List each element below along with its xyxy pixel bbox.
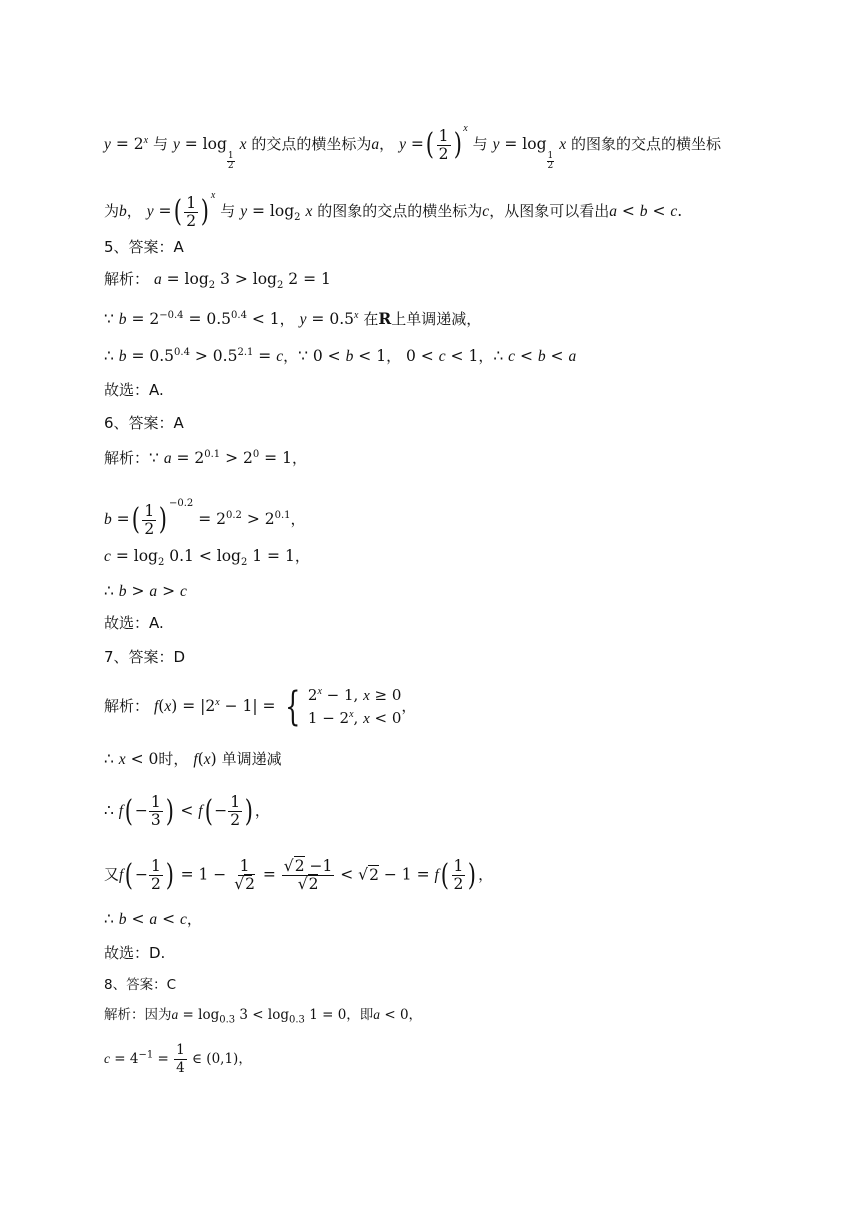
- q5-answer: 5、答案：A: [104, 238, 184, 256]
- text-line-2: 为b， y =( $\frac{1}{2}$ ) $^x$ 与 $y = \log_2 x$ 的图象的交点的横坐标为c，从图象可以看出a < b < c.: [104, 190, 683, 230]
- q6-conclusion: ∴ b > a > c: [104, 582, 187, 600]
- q7-conclusion: ∴ b < a < c，: [104, 910, 202, 928]
- q7-step-3: 又f( − $\frac{1}{2}$ ) = 1 − $\frac{1}{√2}$ = $\frac{√2 -1}{√2}$ < √2 − 1 = f( $\frac{1}{2}$ ) ，: [104, 857, 494, 893]
- q6-step-b: b =( $\frac{1}{2}$ ) $^{-0.2} = 2^{0.2} > 2^{0.1}$，: [104, 498, 306, 538]
- q6-step-c: $c = \log_2 0.1 < \log_2 1 = 1$，: [104, 547, 310, 569]
- q5-analysis: 解析： $a = \log_2 3 > \log_2 2 = 1$: [104, 270, 331, 292]
- q5-choice: 故选：A.: [104, 381, 164, 399]
- q7-answer: 7、答案：D: [104, 648, 186, 666]
- q5-step-1: ∵ $b = 2^{-0.4} = 0.5^{0.4} < 1$， $y = 0.5^x$ 在R上单调递减，: [104, 309, 482, 328]
- q6-choice: 故选：A.: [104, 614, 164, 632]
- q7-analysis: 解析： $f(x) = |2^x - 1|$ = { $2^x - 1$, x ≥ 0 $1 - 2^x$, x < 0 ，: [104, 684, 417, 730]
- q5-step-2: ∴ $b = 0.5^{0.4} > 0.5^{2.1} = c$，∵ 0 < b < 1， 0 < c < 1，∴ c < b < a: [104, 346, 577, 365]
- q7-step-2: ∴ f( − $\frac{1}{3}$ ) < f( − $\frac{1}{2}$ ) ，: [104, 793, 270, 829]
- q7-choice: 故选：D.: [104, 944, 166, 962]
- text-line-1: $y = 2^x$ 与 y = log $\frac{1}{2}$ x 的交点的横坐标为a， y =( $\frac{1}{2}$ ) $^x$ 与 y = log $\frac{1}{2}$ x 的图象的交点的横坐标: [104, 123, 722, 171]
- q6-answer: 6、答案：A: [104, 414, 184, 432]
- q8-step-c: $c = 4^{-1}$ = $\frac{1}{4}$ ∈ (0,1)，: [104, 1042, 252, 1076]
- q6-analysis: 解析：∵ $a = 2^{0.1} > 2^0 = 1$，: [104, 448, 307, 467]
- q8-answer: 8、答案：C: [104, 977, 177, 993]
- q8-analysis: 解析：因为$a = \log_{0.3} 3 < \log_{0.3} 1 = 0$，即a < 0，: [104, 1007, 423, 1026]
- q7-step-1: ∴ x < 0时， f(x) 单调递减: [104, 750, 282, 768]
